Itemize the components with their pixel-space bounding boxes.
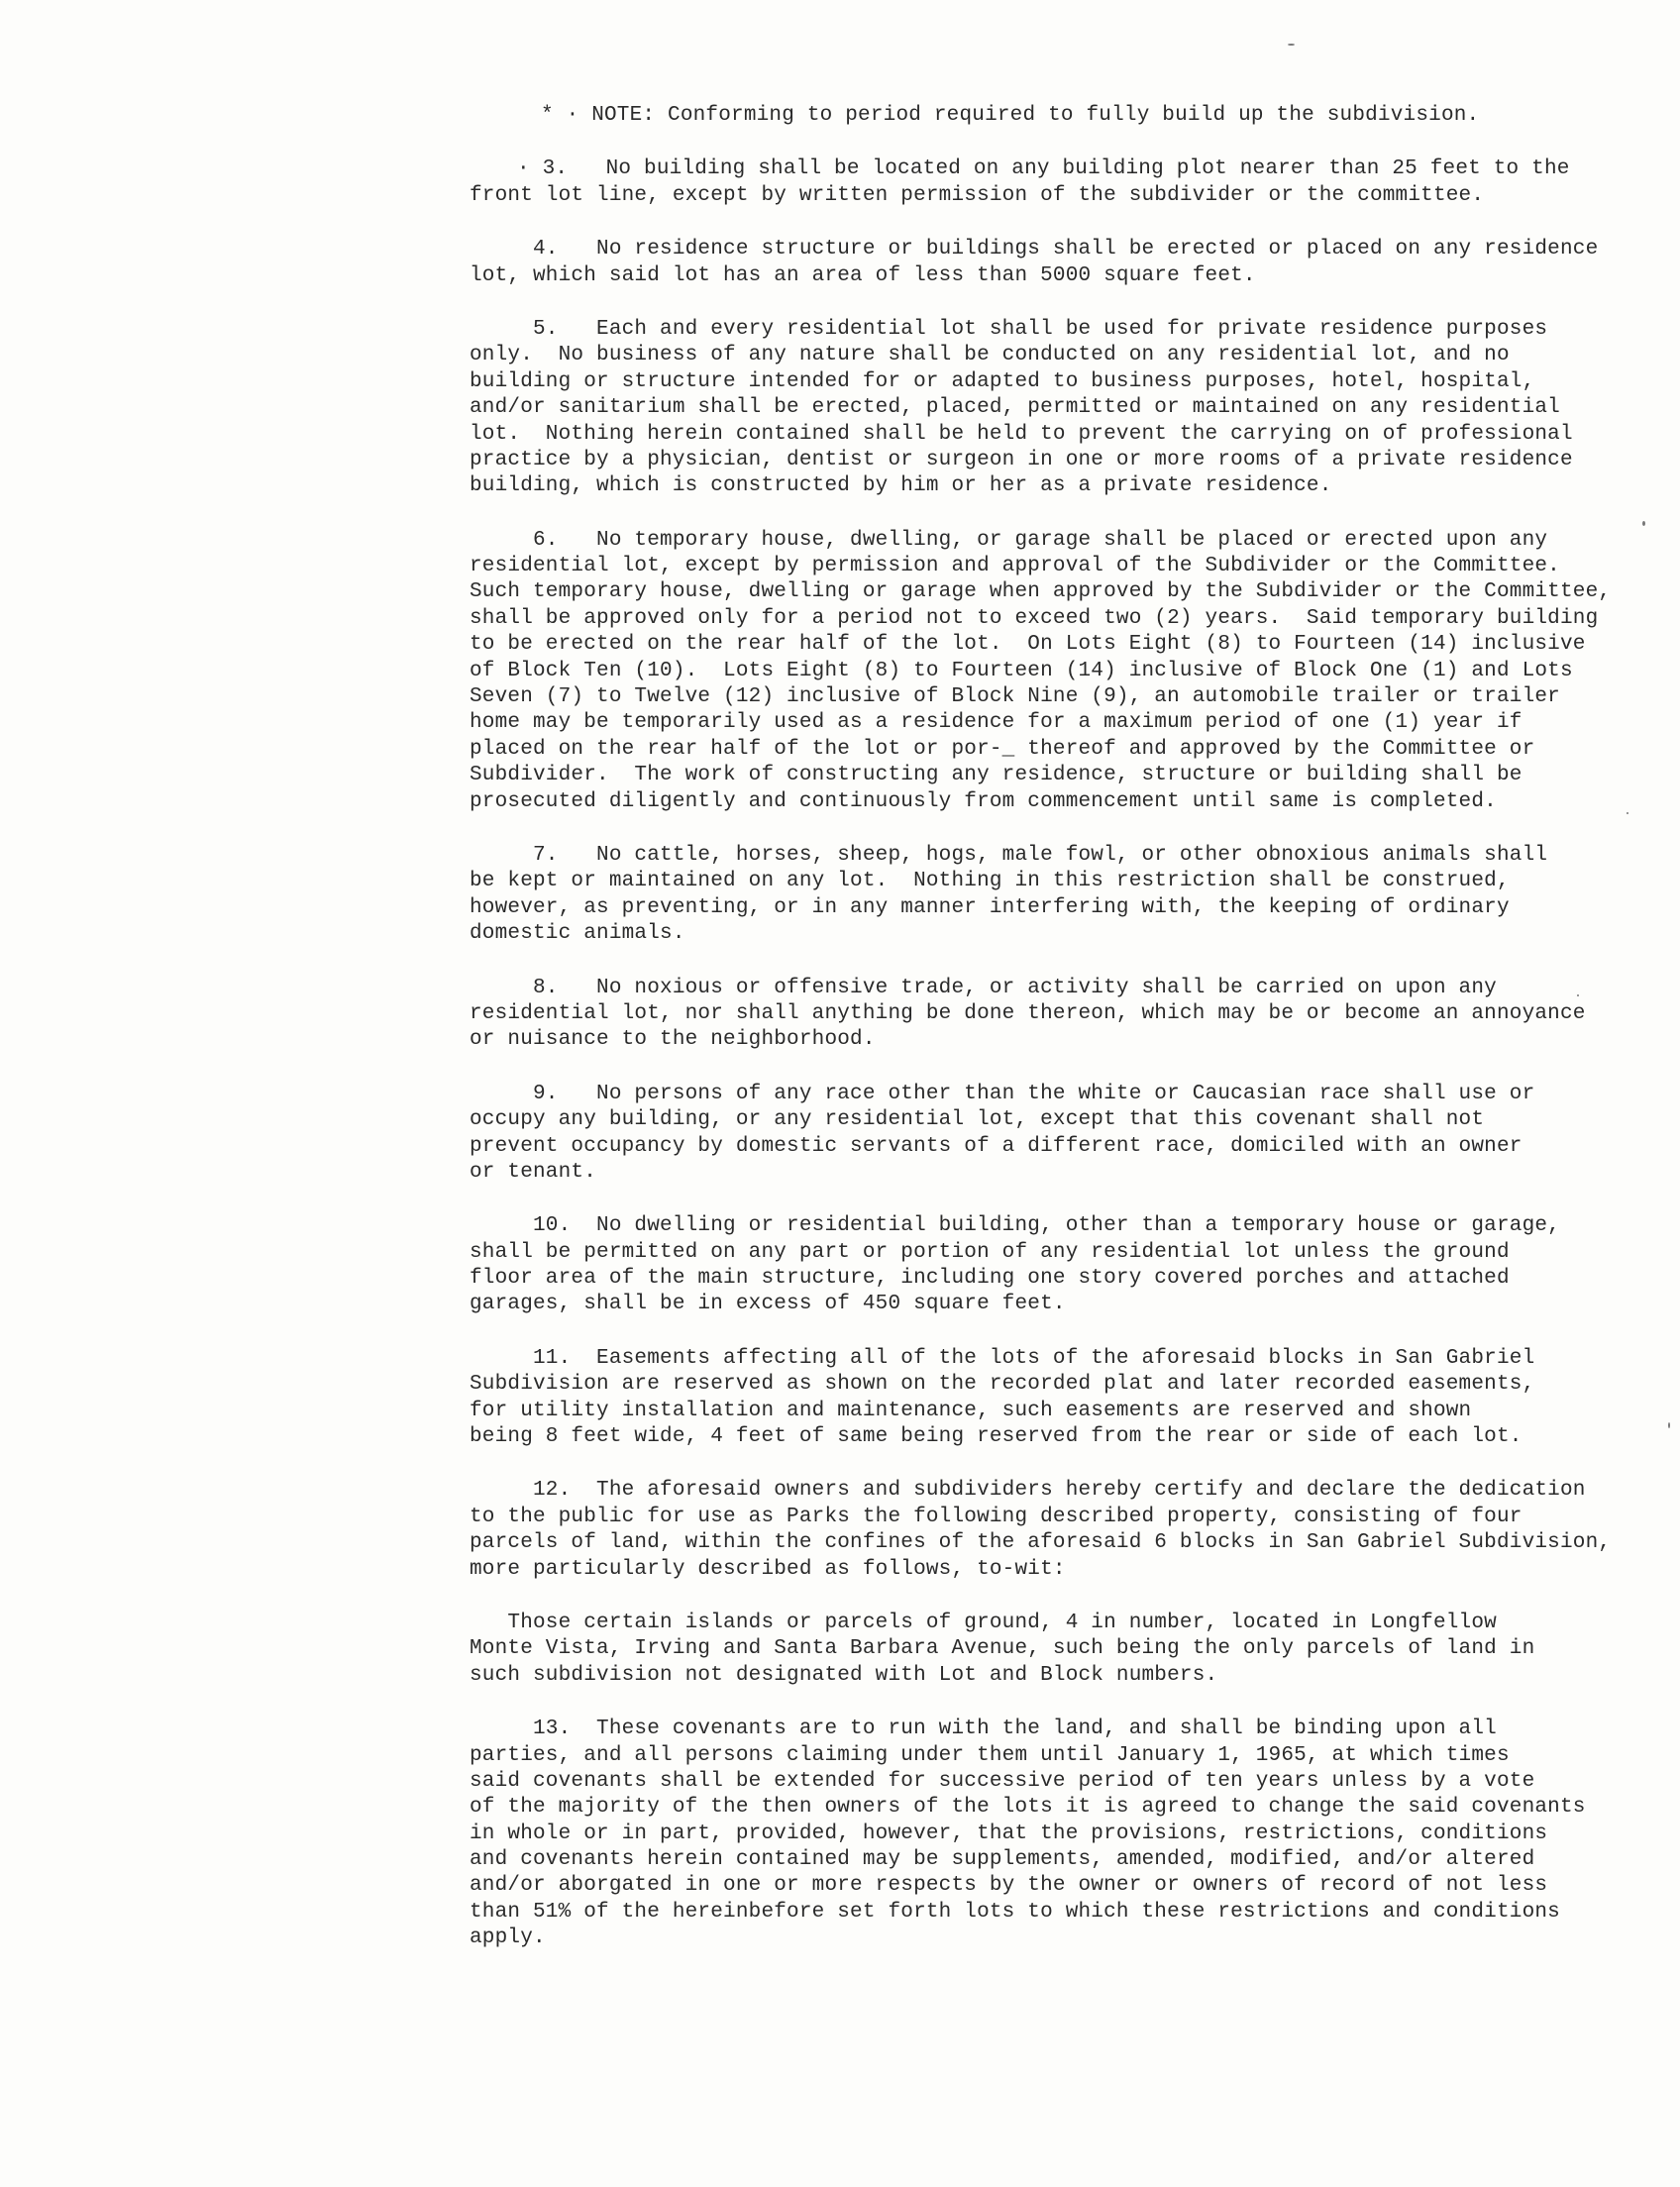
text-line: 12. The aforesaid owners and subdividers hereby certify and declare the dedication — [470, 1479, 1586, 1503]
note-line: * · NOTE: Conforming to period required to fully build up the subdivision. — [541, 104, 1480, 127]
text-line: garages, shall be in excess of 450 square feet. — [470, 1293, 1066, 1316]
text-line: prosecuted diligently and continuously from commencement until same is completed. — [470, 789, 1497, 813]
text-line: Monte Vista, Irving and Santa Barbara Avenue, such being the only parcels of land in — [470, 1637, 1535, 1661]
text-line: being 8 feet wide, 4 feet of same being reserved from the rear or side of each lot. — [470, 1425, 1522, 1449]
text-line: of the majority of the then owners of the lots it is agreed to change the said covenants — [470, 1796, 1586, 1820]
paragraph-10 — [470, 1213, 1648, 1318]
text-line: and/or sanitarium shall be erected, placed, permitted or maintained on any residential — [470, 396, 1560, 420]
text-line: said covenants shall be extended for successive period of ten years unless by a vote — [470, 1769, 1535, 1793]
text-line: residential lot, except by permission and approval of the Subdivider or the Committee. — [470, 555, 1560, 578]
text-line: than 51% of the hereinbefore set forth lots to which these restrictions and conditions — [470, 1900, 1560, 1924]
text-line: 10. No dwelling or residential building, other than a temporary house or garage, — [470, 1214, 1560, 1238]
text-line: practice by a physician, dentist or surgeon in one or more rooms of a private residence — [470, 448, 1573, 471]
text-line: more particularly described as follows, to-wit: — [470, 1557, 1066, 1581]
text-line: Subdivider. The work of constructing any residence, structure or building shall be — [470, 764, 1522, 787]
parks-description — [470, 1611, 1648, 1689]
paragraph-13 — [470, 1717, 1648, 1952]
paragraph-4 — [470, 237, 1648, 289]
text-line: lot. Nothing herein contained shall be held to prevent the carrying on of professional — [470, 422, 1573, 446]
text-line: 4. No residence structure or buildings shall be erected or placed on any residence — [470, 238, 1599, 261]
scan-speck — [1288, 44, 1295, 46]
text-line: or tenant. — [470, 1160, 597, 1184]
text-line: be kept or maintained on any lot. Nothing in this restriction shall be construed, — [470, 870, 1510, 893]
text-line: residential lot, nor shall anything be done thereon, which may be or become an annoyance — [470, 1001, 1586, 1025]
text-line: to the public for use as Parks the following described property, consisting of four — [470, 1505, 1522, 1528]
text-line: in whole or in part, provided, however, that the provisions, restrictions, conditions — [470, 1822, 1548, 1845]
text-line: front lot line, except by written permission of the subdivider or the committee. — [470, 183, 1485, 207]
text-line: Those certain islands or parcels of ground, 4 in number, located in Longfellow — [470, 1611, 1497, 1634]
text-line: shall be permitted on any part or portion of any residential lot unless the ground — [470, 1240, 1510, 1264]
typed-text — [470, 103, 1648, 1952]
text-line: prevent occupancy by domestic servants of a different race, domiciled with an owner — [470, 1134, 1522, 1158]
text-line: to be erected on the rear half of the lot. On Lots Eight (8) to Fourteen (14) inclusive — [470, 633, 1586, 657]
text-line: · 3. No building shall be located on any building plot nearer than 25 feet to the — [517, 157, 1570, 181]
text-line: 5. Each and every residential lot shall be used for private residence purposes — [470, 317, 1548, 341]
text-line: lot, which said lot has an area of less than 5000 square feet. — [470, 263, 1256, 287]
paragraph-12 — [470, 1478, 1648, 1583]
text-line: for utility installation and maintenance, such easements are reserved and shown — [470, 1399, 1472, 1422]
text-line: parcels of land, within the confines of the aforesaid 6 blocks in San Gabriel Subdivision, — [470, 1531, 1612, 1555]
text-line: shall be approved only for a period not to exceed two (2) years. Said temporary building — [470, 606, 1599, 630]
scan-speck — [1668, 1422, 1670, 1428]
text-line: parties, and all persons claiming under them until January 1, 1965, at which times — [470, 1743, 1510, 1767]
text-line: Subdivision are reserved as shown on the recorded plat and later recorded easements, — [470, 1373, 1535, 1397]
text-line: domestic animals. — [470, 922, 685, 946]
paragraph-9 — [470, 1082, 1648, 1187]
paragraph-3 — [470, 156, 1648, 209]
text-line: of Block Ten (10). Lots Eight (8) to Fourteen (14) inclusive of Block One (1) and Lots — [470, 659, 1573, 682]
text-line: Such temporary house, dwelling or garage when approved by the Subdivider or the Committee, — [470, 580, 1612, 604]
text-line: 9. No persons of any race other than the white or Caucasian race shall use or — [470, 1082, 1535, 1105]
text-line: Seven (7) to Twelve (12) inclusive of Block Nine (9), an automobile trailer or trailer — [470, 685, 1560, 709]
paragraph-6 — [470, 528, 1648, 815]
text-line: 11. Easements affecting all of the lots of the aforesaid blocks in San Gabriel — [470, 1346, 1535, 1370]
paragraph-5 — [470, 317, 1648, 500]
text-line: such subdivision not designated with Lot and Block numbers. — [470, 1663, 1218, 1687]
text-line: placed on the rear half of the lot or por-_ thereof and approved by the Committee or — [470, 737, 1535, 761]
text-line: occupy any building, or any residential lot, except that this covenant shall not — [470, 1108, 1485, 1132]
paragraph-11 — [470, 1346, 1648, 1451]
text-line: and covenants herein contained may be supplements, amended, modified, and/or altered — [470, 1848, 1535, 1872]
text-line: and/or aborgated in one or more respects by the owner or owners of record of not less — [470, 1874, 1548, 1898]
text-line: 13. These covenants are to run with the land, and shall be binding upon all — [470, 1718, 1497, 1741]
text-line: only. No business of any nature shall be conducted on any residential lot, and no — [470, 344, 1510, 367]
text-line: however, as preventing, or in any manner interfering with, the keeping of ordinary — [470, 895, 1510, 919]
paragraph-8 — [470, 976, 1648, 1054]
text-line: 7. No cattle, horses, sheep, hogs, male fowl, or other obnoxious animals shall — [470, 843, 1548, 867]
text-line: 6. No temporary house, dwelling, or garage shall be placed or erected upon any — [470, 528, 1548, 552]
text-line: floor area of the main structure, including one story covered porches and attached — [470, 1267, 1510, 1291]
text-line: building, which is constructed by him or her as a private residence. — [470, 474, 1332, 498]
text-line: home may be temporarily used as a residence for a maximum period of one (1) year if — [470, 711, 1522, 735]
paragraph-7 — [470, 843, 1648, 948]
text-line: or nuisance to the neighborhood. — [470, 1028, 876, 1052]
text-line: building or structure intended for or adapted to business purposes, hotel, hospital, — [470, 369, 1535, 393]
text-line: apply. — [470, 1927, 546, 1950]
text-line: 8. No noxious or offensive trade, or activity shall be carried on upon any — [470, 976, 1497, 999]
